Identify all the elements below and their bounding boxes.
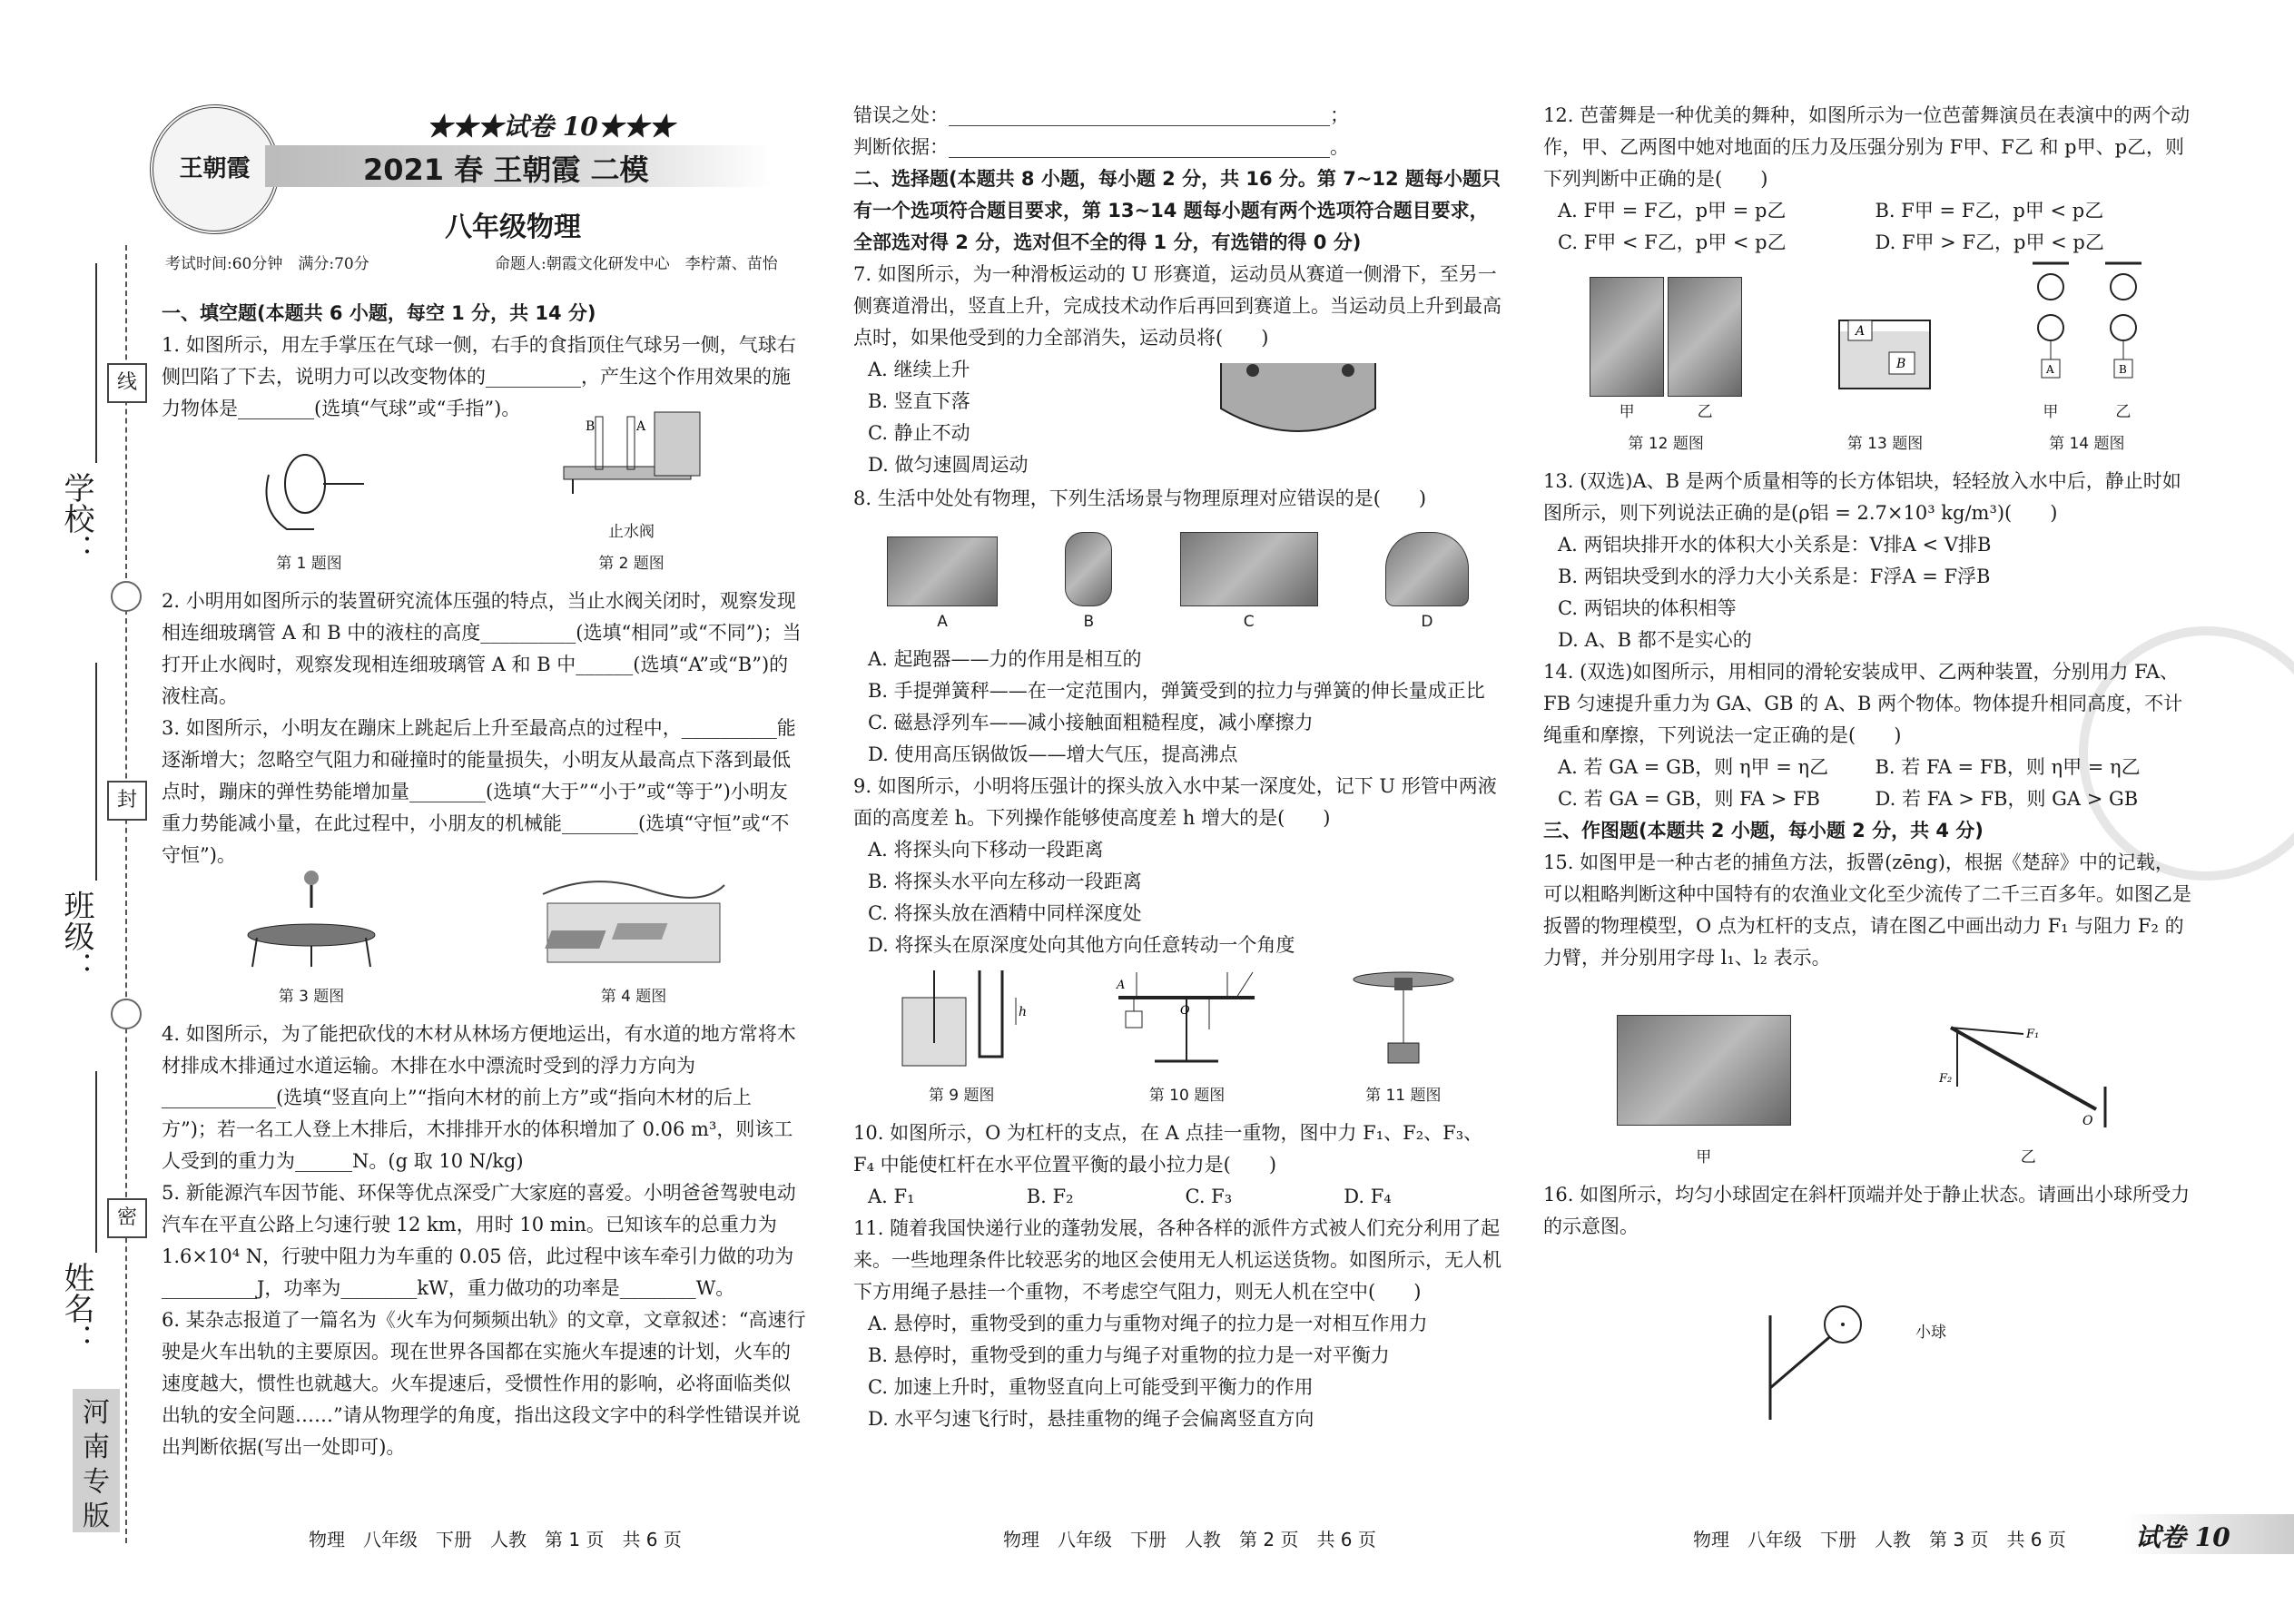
spring-scale-image	[1065, 532, 1112, 606]
ballet-photo-jia	[1590, 277, 1664, 397]
section-drawing: 三、作图题(本题共 2 小题，每小题 2 分，共 4 分)	[1543, 820, 1984, 842]
figure-14-pulley-jia	[2028, 260, 2073, 387]
question-6: 6. 某杂志报道了一篇名为《火车为何频频出轨》的文章，文章叙述：“高速行驶是火车出轨的主要原因。现在世界各国都在实施火车提速的计划，火车的速度越大，惯性也就越大。火车提速后，受惯性作用的影响，必将面临类似出轨的安全问题……”请从物理学的角度，指出这段文字中的科学性错误并说出判断依据(写出一处即可)。	[162, 1309, 806, 1458]
binding-strip	[0, 0, 154, 1624]
figure-row-8	[853, 520, 1502, 638]
question-9: 9. 如图所示，小明将压强计的探头放入水中某一深度处，记下 U 形管中两液面的高度差 h。下列操作能够使高度差 h 增大的是( )	[853, 775, 1497, 829]
q7-option-b: B. 竖直下落	[868, 390, 970, 412]
ball-label: 小球	[1915, 1324, 1946, 1342]
q11-option-c: C. 加速上升时，重物竖直向上可能受到平衡力的作用	[868, 1376, 1314, 1398]
q12-option-b: B. F甲 = F乙，p甲 < p乙	[1875, 200, 2104, 221]
label-jia-15: 甲	[1696, 1148, 1712, 1166]
caption-fig11: 第 11 题图	[1365, 1087, 1442, 1105]
subject-title: 八年级物理	[445, 212, 581, 243]
school-field[interactable]	[95, 263, 97, 463]
column-1	[162, 298, 806, 1463]
question-14: 14. (双选)如图所示，用相同的滑轮安装成甲、乙两种装置，分别用力 FA、FB 匀速提升重力为 GA、GB 的 A、B 两个物体。物体提升相同高度，不计绳重和摩擦，下列说法一定正确的是( )	[1543, 661, 2183, 746]
question-5: 5. 新能源汽车因节能、环保等优点深受广大家庭的喜爱。小明爸爸驾驶电动汽车在平直公路上匀速行驶 12 km，用时 10 min。已知该车的总重力为 1.6×10⁴ N，行驶中阻力为车重的 0.05 倍，此过程中该车牵引力做的功为__________J，功率为________kW，重力做功的功率是________W。	[162, 1182, 796, 1299]
footer-badge-band	[2124, 1514, 2294, 1554]
q12-options-row1	[1543, 195, 2192, 227]
figure-14-pulley-yi	[2101, 260, 2146, 387]
caption-fig12: 第 12 题图	[1628, 435, 1704, 453]
question-8: 8. 生活中处处有物理，下列生活场景与物理原理对应错误的是( )	[853, 487, 1427, 509]
seal-mark-line: 线	[107, 363, 147, 403]
q8-option-d: D. 使用高压锅做饭——增大气压，提高沸点	[868, 743, 1238, 765]
q7-option-a: A. 继续上升	[868, 359, 970, 380]
q11-option-b: B. 悬停时，重物受到的重力与绳子对重物的拉力是一对平衡力	[868, 1344, 1390, 1366]
name-label: 姓名：	[58, 1262, 94, 1354]
q14-option-d: D. 若 FA > FB，则 GA > GB	[1875, 788, 2139, 810]
q14-options-row2	[1543, 783, 2192, 815]
figure-11-drone	[1344, 961, 1462, 1070]
footer-page-2: 物理 八年级 下册 人教 第 2 页 共 6 页	[1003, 1529, 1376, 1550]
column-3	[1543, 100, 2192, 1424]
svg-text:B: B	[2118, 363, 2127, 376]
column-2	[853, 100, 1502, 1435]
figure-16-area	[1543, 1243, 2192, 1424]
q9-option-b: B. 将探头水平向左移动一段距离	[868, 871, 1142, 892]
exam-badge: ★★★试卷 10★★★	[427, 112, 674, 142]
figure-4-timber-raft	[538, 867, 729, 971]
logo-text: 王朝霞	[179, 155, 251, 182]
q8-label-a: A	[937, 613, 948, 631]
figure-7-halfpipe	[1216, 354, 1380, 440]
question-12: 12. 芭蕾舞是一种优美的舞种，如图所示为一位芭蕾舞演员在表演中的两个动作，甲、乙两图中她对地面的压力及压强分别为 F甲、F乙 和 p甲、p乙，则下列判断中正确的是( )	[1543, 104, 2191, 190]
binding-hole	[111, 581, 142, 612]
q9-option-d: D. 将探头在原深度处向其他方向任意转动一个角度	[868, 934, 1295, 956]
q10-option-d: D. F₄	[1344, 1186, 1392, 1207]
q10-option-a: A. F₁	[868, 1186, 915, 1207]
q9-option-a: A. 将探头向下移动一段距离	[868, 839, 1104, 861]
q8-label-b: B	[1083, 613, 1095, 631]
question-16: 16. 如图所示，均匀小球固定在斜杆顶端并处于静止状态。请画出小球所受力的示意图。	[1543, 1184, 2191, 1237]
svg-text:A: A	[1117, 979, 1126, 992]
section-fill-blank: 一、填空题(本题共 6 小题，每空 1 分，共 14 分)	[162, 302, 596, 324]
figure-2-tubes	[546, 403, 718, 512]
q13-option-b: B. 两铝块受到水的浮力大小关系是：F浮A = F浮B	[1558, 566, 1991, 587]
question-13: 13. (双选)A、B 是两个质量相等的长方体铝块，轻轻放入水中后，静止时如图所示，则下列说法正确的是(ρ铝 = 2.7×10³ kg/m³)( )	[1543, 470, 2181, 524]
svg-text:h: h	[1019, 1005, 1028, 1019]
figure-10-lever	[1109, 961, 1264, 1070]
q11-option-a: A. 悬停时，重物受到的重力与重物对绳子的拉力是一对相互作用力	[868, 1313, 1428, 1334]
question-4: 4. 如图所示，为了能把砍伐的木材从林场方便地运出，有水道的地方常将木材排成木排通过水道运输。木排在水中漂流时受到的浮力方向为____________(选填“竖直向上”“指向木材的前上方”或“指向木材的后上方”)；若一名工人登上木排后，木排排开水的体积增加了 0.06 m³，则该工人受到的重力为______N。(g 取 10 N/kg)	[162, 1023, 796, 1172]
figure-16-ball-on-rod	[1761, 1297, 1888, 1424]
class-label: 班级：	[58, 890, 94, 982]
exam-title: 2021 春 王朝霞 二模	[363, 153, 649, 187]
caption-fig13: 第 13 题图	[1846, 435, 1924, 453]
school-label: 学校：	[58, 472, 94, 565]
province-tag: 河南专版	[73, 1389, 120, 1532]
ballet-photo-yi	[1668, 277, 1742, 397]
logo	[150, 104, 280, 234]
svg-text:F₁: F₁	[2026, 1028, 2040, 1041]
q10-options	[853, 1181, 1502, 1213]
question-2: 2. 小明用如图所示的装置研究流体压强的特点，当止水阀关闭时，观察发现相连细玻璃管 A 和 B 中的液柱的高度__________(选填“相同”或“不同”)；当打开止水阀时，观察发现相连细玻璃管 A 和 B 中______(选填“A”或“B”)的液柱高。	[162, 590, 802, 707]
starting-block-image	[887, 536, 998, 606]
q13-option-d: D. A、B 都不是实心的	[1558, 629, 1752, 651]
q14-option-c: C. 若 GA = GB，则 FA > FB	[1558, 788, 1820, 810]
q13-option-a: A. 两铝块排开水的体积大小关系是：V排A < V排B	[1558, 534, 1992, 556]
figure-15-lever-model	[1937, 1014, 2119, 1132]
svg-text:A: A	[2045, 363, 2054, 376]
figure-3-trampoline	[239, 867, 384, 971]
svg-text:F₂: F₂	[1939, 1072, 1953, 1086]
exam-info: 考试时间:60分钟 满分:70分	[165, 255, 369, 273]
name-field[interactable]	[95, 1071, 97, 1253]
svg-text:O: O	[1180, 1004, 1191, 1018]
q14-option-b: B. 若 FA = FB，则 η甲 = η乙	[1875, 756, 2141, 778]
svg-text:A: A	[1856, 324, 1866, 339]
valve-label: 止水阀	[608, 523, 655, 541]
svg-text:O: O	[2082, 1114, 2093, 1128]
question-15: 15. 如图甲是一种古老的捕鱼方法，扳罾(zēng)，根据《楚辞》中的记载，可以粗略判断这种中国特有的农渔业文化至少流传了二千三百多年。如图乙是扳罾的物理模型，O 点为杠杆的支点，请在图乙中画出动力 F₁ 与阻力 F₂ 的力臂，并分别用字母 l₁、l₂ 表示。	[1543, 851, 2191, 969]
figure-row-9-11	[853, 967, 1502, 1112]
seal-mark-secret: 密	[107, 1198, 147, 1238]
q9-option-c: C. 将探头放在酒精中同样深度处	[868, 902, 1142, 924]
basis-line: 判断依据：________________________________________。	[853, 136, 1349, 158]
caption-fig1: 第 1 题图	[276, 555, 342, 573]
svg-text:B: B	[1896, 357, 1906, 371]
question-1: 1. 如图所示，用左手掌压在气球一侧，右手的食指顶住气球另一侧，气球右侧凹陷了下去，说明力可以改变物体的__________，产生这个作用效果的施力物体是________(选填“气球”或“手指”)。	[162, 334, 796, 419]
q12-options-row2	[1543, 227, 2192, 259]
figure-13-blocks-in-water	[1835, 302, 1935, 393]
q12-option-a: A. F甲 = F乙，p甲 = p乙	[1558, 200, 1787, 221]
q10-option-c: C. F₃	[1185, 1186, 1233, 1207]
footer-badge: 试卷 10	[2135, 1522, 2230, 1552]
label-yi-15: 乙	[2020, 1148, 2036, 1166]
question-3: 3. 如图所示，小明友在蹦床上跳起后上升至最高点的过程中，__________能逐渐增大；忽略空气阻力和碰撞时的能量损失，小明友从最高点下落到最低点时，蹦床的弹性势能增加量________(选填“大于”“小于”或“等于”)小明友重力势能减小量，在此过程中，小朋友的机械能________(选填“守恒”或“不守恒”)。	[162, 717, 796, 866]
fishing-net-photo	[1617, 1015, 1791, 1126]
binding-cut-line	[125, 245, 127, 1543]
q8-option-c: C. 磁悬浮列车——减小接触面粗糙程度，减小摩擦力	[868, 712, 1314, 733]
q7-option-d: D. 做匀速圆周运动	[868, 454, 1029, 476]
figure-row-3-4	[162, 877, 806, 1013]
caption-fig2: 第 2 题图	[598, 555, 665, 573]
q8-label-c: C	[1243, 613, 1255, 631]
figure-row-15	[1543, 992, 2192, 1174]
caption-fig10: 第 10 题图	[1148, 1087, 1226, 1105]
label-jia-14: 甲	[2043, 403, 2059, 421]
q12-option-c: C. F甲 < F乙，p甲 < p乙	[1558, 231, 1787, 253]
q11-option-d: D. 水平匀速飞行时，悬挂重物的绳子会偏离竖直方向	[868, 1408, 1314, 1430]
error-line: 错误之处：________________________________________；	[853, 104, 1349, 126]
q12-option-d: D. F甲 > F乙，p甲 < p乙	[1875, 231, 2104, 253]
footer-page-1: 物理 八年级 下册 人教 第 1 页 共 6 页	[309, 1529, 682, 1550]
figure-row-1-2	[162, 419, 806, 580]
section-choice: 二、选择题(本题共 8 小题，每小题 2 分，共 16 分。第 7~12 题每小题只有一个选项符合题目要求，第 13~14 题每小题有两个选项符合题目要求，全部选对得 2 分，选对但不全的得 1 分，有选错的得 0 分)	[853, 168, 1501, 253]
caption-fig3: 第 3 题图	[278, 988, 345, 1006]
q8-label-d: D	[1421, 613, 1433, 631]
svg-text:B: B	[585, 419, 595, 434]
label-yi-12: 乙	[1697, 403, 1713, 421]
caption-fig4: 第 4 题图	[600, 988, 667, 1006]
q10-option-b: B. F₂	[1026, 1186, 1074, 1207]
q8-option-b: B. 手提弹簧秤——在一定范围内，弹簧受到的拉力与弹簧的伸长量成正比	[868, 680, 1485, 702]
maglev-train-image	[1180, 532, 1318, 606]
footer-page-3: 物理 八年级 下册 人教 第 3 页 共 6 页	[1693, 1529, 2066, 1550]
q14-options-row1	[1543, 752, 2192, 783]
svg-text:A: A	[635, 419, 645, 434]
label-jia-12: 甲	[1619, 403, 1635, 421]
caption-fig14: 第 14 题图	[2049, 435, 2125, 453]
q8-option-a: A. 起跑器——力的作用是相互的	[868, 648, 1142, 670]
caption-fig9: 第 9 题图	[928, 1087, 995, 1105]
q14-option-a: A. 若 GA = GB，则 η甲 = η乙	[1558, 756, 1829, 778]
q7-options-block	[853, 354, 1502, 483]
q13-option-c: C. 两铝块的体积相等	[1558, 597, 1737, 619]
seal-mark-seal: 封	[107, 781, 147, 821]
class-field[interactable]	[95, 663, 97, 881]
figure-9-pressure-gauge	[893, 961, 1029, 1070]
question-7: 7. 如图所示，为一种滑板运动的 U 形赛道，运动员从赛道一侧滑下，至另一侧赛道滑出，竖直上升，完成技术动作后再回到赛道上。当运动员上升到最高点时，如果他受到的力全部消失，运动员将( )	[853, 263, 1501, 349]
figure-row-12-14	[1543, 270, 2192, 460]
figure-1-balloon-hand	[251, 438, 369, 538]
question-10: 10. 如图所示，O 为杠杆的支点，在 A 点挂一重物，图中力 F₁、F₂、F₃、F₄ 中能使杠杆在水平位置平衡的最小拉力是( )	[853, 1122, 1483, 1176]
authors: 命题人:朝霞文化研发中心 李柠萧、苗怡	[495, 255, 778, 273]
label-yi-14: 乙	[2115, 403, 2132, 421]
pressure-cooker-image	[1385, 532, 1469, 606]
q7-option-c: C. 静止不动	[868, 422, 970, 444]
binding-hole	[111, 999, 142, 1029]
question-11: 11. 随着我国快递行业的蓬勃发展，各种各样的派件方式被人们充分利用了起来。一些地理条件比较恶劣的地区会使用无人机运送货物。如图所示，无人机下方用绳子悬挂一个重物，不考虑空气阻力，则无人机在空中( )	[853, 1217, 1501, 1303]
